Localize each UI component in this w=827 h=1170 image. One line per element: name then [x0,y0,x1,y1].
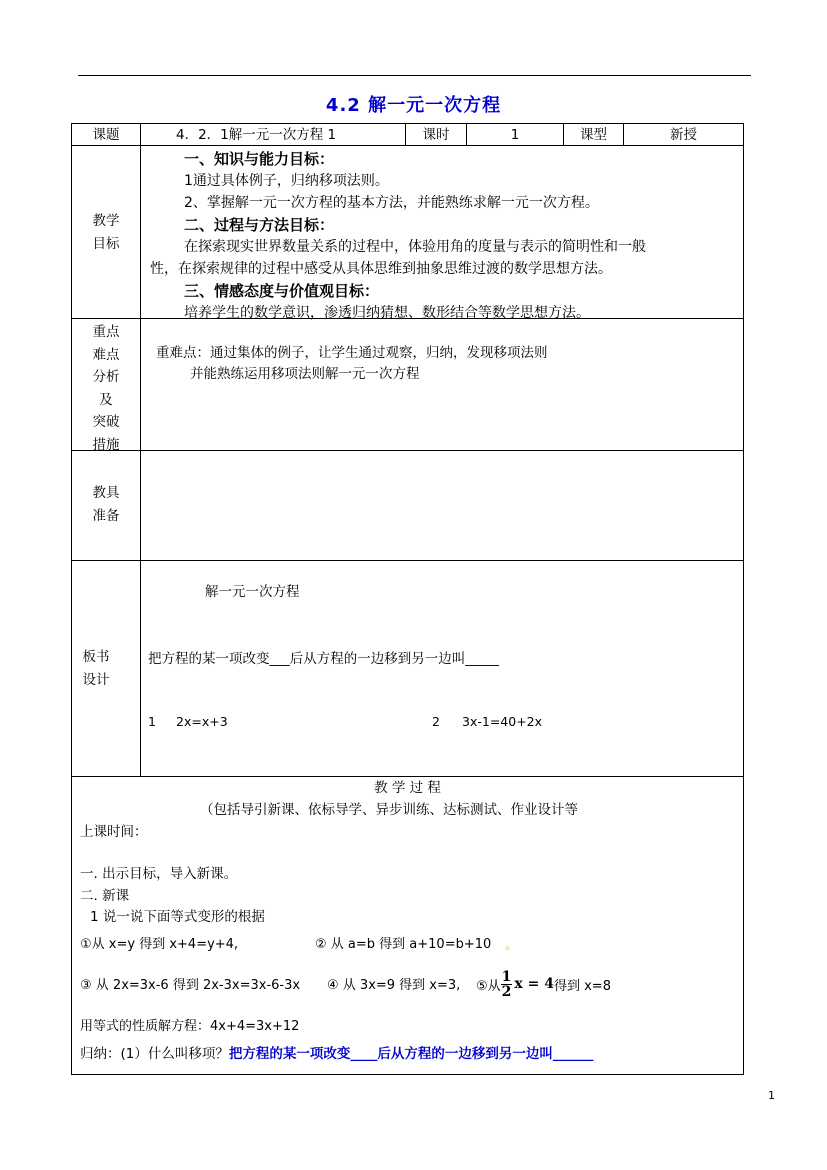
board-label: 板书 设计 [82,649,110,688]
board-eq2-num: 2 [432,714,440,729]
class-time-label: 上课时间： [80,824,148,840]
example-1: ①从 x=y 得到 x+4=y+4, [80,937,239,952]
course-value: 4．2．1解一元一次方程 1 [176,127,337,143]
objective-text: 1通过具体例子，归纳移项法则。 [184,173,389,189]
board-heading: 解一元一次方程 [205,584,300,600]
objective-text: 性，在探索规律的过程中感受从具体思维到抽象思维过渡的数学思想方法。 [150,261,612,277]
objective-text: 2、掌握解一元一次方程的基本方法，并能熟练求解一元一次方程。 [184,195,599,211]
period-label: 课时 [422,127,450,143]
objective-heading-3: 三、情感态度与价值观目标： [184,282,380,300]
type-label: 课型 [580,127,607,143]
keypoints-line-2: 并能熟练运用移项法则解一元一次方程 [190,366,420,382]
example-5 [476,966,611,1002]
page-number: 1 [768,1089,775,1102]
objective-heading-2: 二、过程与方法目标： [184,216,335,234]
objective-text: 培养学生的数学意识，渗透归纳猜想、数形结合等数学思想方法。 [184,305,590,321]
summary-answer: 把方程的某一项改变____后从方程的一边移到另一边叫______ [228,1046,594,1062]
step-1: 一. 出示目标，导入新课。 [80,866,238,882]
course-label: 课题 [92,127,120,143]
goals-label: 教学 目标 [92,213,120,252]
step-2: 二. 新课 [80,888,130,904]
example-5-tail: 得到 x=8 [553,978,611,994]
example-3: ③ 从 2x=3x-6 得到 2x-3x=3x-6-3x [80,978,301,993]
example-2: ② 从 a=b 得到 a+10=b+10 [315,937,492,952]
example-5-prefix: ⑤从 [476,978,501,994]
type-value: 新授 [670,127,697,143]
keypoints-line-1: 重难点：通过集体的例子，让学生通过观察，归纳，发现移项法则 [156,345,548,361]
tools-label: 教具 准备 [92,485,120,524]
teaching-objectives [150,148,742,324]
summary-question: 归纳：(1）什么叫移项？ [80,1046,229,1062]
board-rule: 把方程的某一项改变___后从方程的一边移到另一边叫_____ [148,651,499,667]
board-eq2: 3x-1=40+2x [462,714,543,729]
solve-equation: 用等式的性质解方程：4x+4=3x+12 [80,1019,300,1034]
board-eq1: 2x=x+3 [176,714,228,729]
example-4: ④ 从 3x=9 得到 x=3, [327,978,461,993]
objective-heading-1: 一、知识与能力目标： [184,150,335,168]
process-heading: 教 学 过 程 [374,780,441,796]
keypoints-label: 重点 难点 分析 及 突破 措施 [92,324,120,453]
process-subheading: （包括导引新课、依标导学、异步训练、达标测试、作业设计等 [200,802,578,818]
top-rule [78,75,751,76]
summary [80,1045,593,1063]
objective-text: 在探索现实世界数量关系的过程中，体验用角的度量与表示的简明性和一般 [184,239,646,255]
example-2-dot: 。 [505,937,519,953]
question-1: 1 说一说下面等式变形的根据 [90,909,265,925]
fraction-one-half: $\frac{1}{2}$ [501,968,512,1000]
example-5-equation: x = 4 [514,976,554,992]
period-value: 1 [510,127,520,143]
board-eq1-num: 1 [148,714,156,729]
page-title: 4.2 解一元一次方程 [325,95,502,116]
